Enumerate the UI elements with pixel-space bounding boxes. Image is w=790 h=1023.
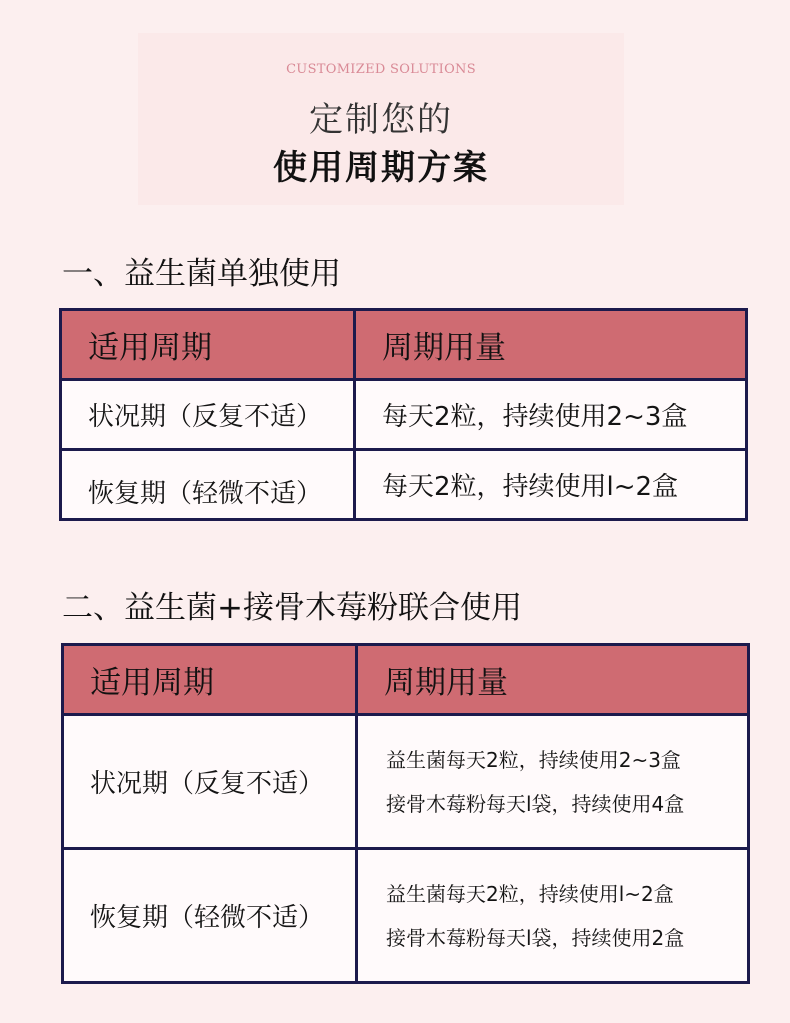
column-header-dosage: 周期用量 <box>355 310 747 380</box>
dosage-line-probiotic: 益生菌每天2粒，持续使用l~2盒 <box>386 881 674 906</box>
period-cell: 状况期（反复不适） <box>63 715 357 849</box>
period-text: 恢复期（轻微不适） <box>88 478 323 509</box>
column-header-period: 适用周期 <box>63 645 357 715</box>
table-row <box>63 715 749 849</box>
column-header-period: 适用周期 <box>61 310 355 380</box>
dosage-cell: 每天2粒，持续使用l~2盒 <box>355 450 747 520</box>
period-cell: 状况期（反复不适） <box>61 380 355 450</box>
dosage-line-elderberry: 接骨木莓粉每天l袋，持续使用2盒 <box>386 925 685 950</box>
dosage-cell: 每天2粒，持续使用2~3盒 <box>355 380 747 450</box>
header-eyebrow: CUSTOMIZED SOLUTIONS <box>286 62 476 77</box>
period-cell: 恢复期（轻微不适） <box>63 849 357 983</box>
table-header-row <box>61 310 747 380</box>
usage-table-probiotic-only <box>59 308 748 521</box>
table-row <box>61 380 747 450</box>
header-subtitle: 定制您的 <box>309 100 453 140</box>
period-cell <box>61 450 355 520</box>
section2-heading: 二、益生菌+接骨木莓粉联合使用 <box>62 590 522 626</box>
usage-table-combined <box>61 643 750 984</box>
table-row <box>61 450 747 520</box>
dosage-cell <box>357 849 749 983</box>
column-header-dosage: 周期用量 <box>357 645 749 715</box>
page-title: 使用周期方案 <box>273 148 489 188</box>
dosage-line-probiotic: 益生菌每天2粒，持续使用2~3盒 <box>386 747 681 772</box>
dosage-line-elderberry: 接骨木莓粉每天l袋，持续使用4盒 <box>386 791 685 816</box>
table-header-row <box>63 645 749 715</box>
table-row <box>63 849 749 983</box>
dosage-cell <box>357 715 749 849</box>
section1-heading: 一、益生菌单独使用 <box>62 256 341 292</box>
